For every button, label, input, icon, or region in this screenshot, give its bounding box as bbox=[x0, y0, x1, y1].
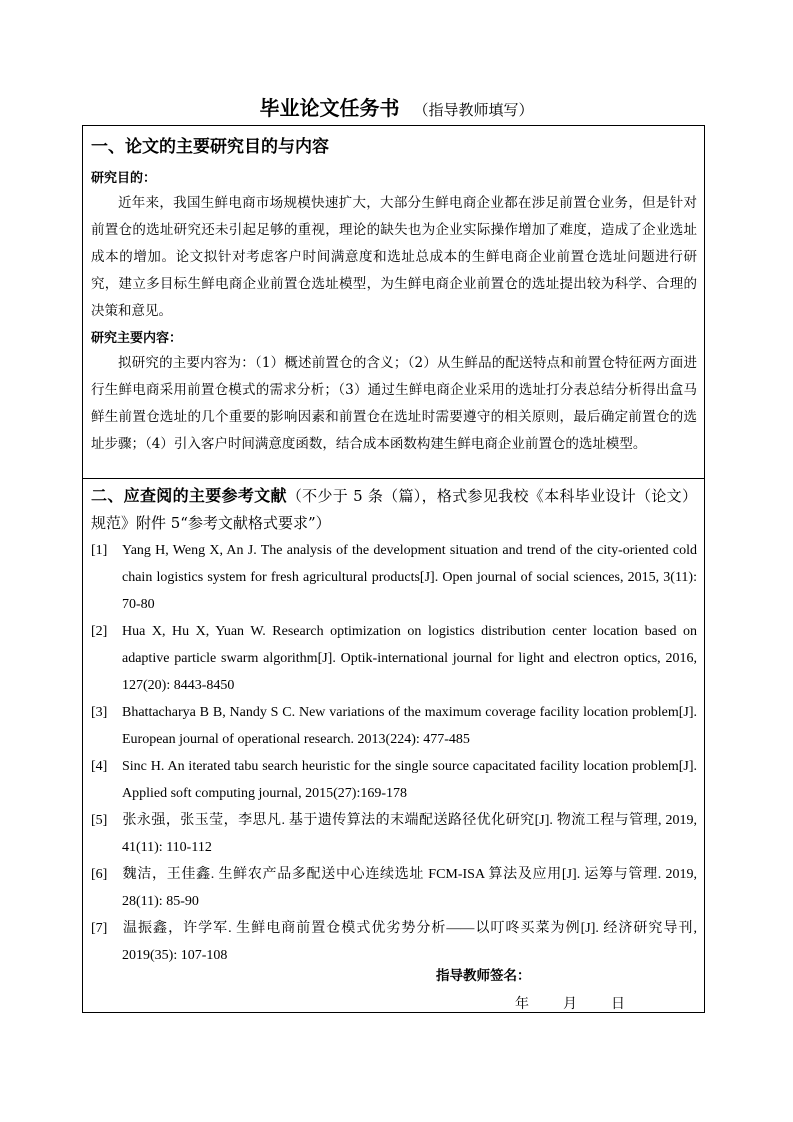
reference-item bbox=[91, 807, 697, 861]
reference-item bbox=[91, 753, 697, 807]
reference-list bbox=[83, 537, 704, 969]
reference-number: [6] bbox=[91, 867, 108, 882]
reference-item bbox=[91, 537, 697, 618]
reference-text: 张永强，张玉莹，李思凡. 基于遗传算法的末端配送路径优化研究[J]. 物流工程与管理, 2019, 41(11): 110-112 bbox=[122, 813, 697, 855]
reference-item bbox=[91, 915, 697, 969]
section1-heading: 一、论文的主要研究目的与内容 bbox=[91, 137, 329, 157]
reference-number: [2] bbox=[91, 624, 108, 639]
reference-text: Sinc H. An iterated tabu search heuristic for the single source capacitated facility location problem[J]. Applied soft computing journal, 2015(27):169-178 bbox=[122, 759, 697, 801]
reference-number: [3] bbox=[91, 705, 108, 720]
section2-heading bbox=[91, 482, 697, 537]
reference-text: 魏洁，王佳鑫. 生鲜农产品多配送中心连续选址 FCM-ISA 算法及应用[J]. 运筹与管理. 2019, 28(11): 85-90 bbox=[122, 867, 697, 909]
page-title bbox=[0, 92, 793, 121]
reference-text: 温振鑫，许学军. 生鲜电商前置仓模式优劣势分析——以叮咚买菜为例[J]. 经济研究导刊, 2019(35): 107-108 bbox=[122, 921, 697, 963]
reference-number: [7] bbox=[91, 921, 108, 936]
reference-text: Bhattacharya B B, Nandy S C. New variations of the maximum coverage facility location problem[J]. European journal of operational research. 2013(224): 477-485 bbox=[122, 705, 697, 747]
reference-text: Hua X, Hu X, Yuan W. Research optimization on logistics distribution center location based on adaptive particle swarm algorithm[J]. Optik-international journal for light and electron optics, 2016, 127(20): 8443-8450 bbox=[122, 624, 697, 693]
section-research-purpose bbox=[82, 125, 705, 479]
date-month: 月 bbox=[563, 996, 577, 1012]
date-day: 日 bbox=[611, 996, 625, 1012]
purpose-label: 研究目的： bbox=[91, 171, 157, 186]
advisor-signature-label: 指导教师签名： bbox=[436, 968, 531, 984]
title-sub: （指导教师填写） bbox=[413, 101, 534, 119]
date-year: 年 bbox=[515, 996, 529, 1012]
section2-heading-note: （不少于 5 条（篇），格式参见我校《本科毕业设计（论文）规范》附件 5“参考文献格式要求”） bbox=[91, 487, 697, 532]
reference-number: [1] bbox=[91, 543, 108, 558]
content-text: 拟研究的主要内容为：（1）概述前置仓的含义；（2）从生鲜品的配送特点和前置仓特征两方面进行生鲜电商采用前置仓模式的需求分析；（3）通过生鲜电商企业采用的选址打分表总结分析得出盒马鲜生前置仓选址的几个重要的影响因素和前置仓在选址时需要遵守的相关原则，最后确定前置仓的选址步骤；（4）引入客户时间满意度函数，结合成本函数构建生鲜电商企业前置仓的选址模型。 bbox=[91, 355, 697, 452]
purpose-text: 近年来，我国生鲜电商市场规模快速扩大，大部分生鲜电商企业都在涉足前置仓业务，但是针对前置仓的选址研究还未引起足够的重视，理论的缺失也为企业实际操作增加了难度，造成了企业选址成本的增加。论文拟针对考虑客户时间满意度和选址总成本的生鲜电商企业前置仓选址问题进行研究，建立多目标生鲜电商企业前置仓选址模型，为生鲜电商企业前置仓的选址提出较为科学、合理的决策和意见。 bbox=[91, 195, 697, 319]
reference-item bbox=[91, 699, 697, 753]
signature-date bbox=[515, 993, 625, 1013]
reference-text: Yang H, Weng X, An J. The analysis of the development situation and trend of the city-oriented cold chain logistics system for fresh agricultural products[J]. Open journal of social sciences, 2015, 3(11): 70-80 bbox=[122, 543, 697, 612]
reference-number: [5] bbox=[91, 813, 108, 828]
content-label: 研究主要内容： bbox=[91, 331, 183, 346]
title-main: 毕业论文任务书 bbox=[259, 96, 400, 120]
section-references bbox=[82, 478, 705, 1013]
section2-heading-bold: 二、应查阅的主要参考文献 bbox=[91, 486, 287, 505]
reference-number: [4] bbox=[91, 759, 108, 774]
reference-item bbox=[91, 618, 697, 699]
reference-item bbox=[91, 861, 697, 915]
